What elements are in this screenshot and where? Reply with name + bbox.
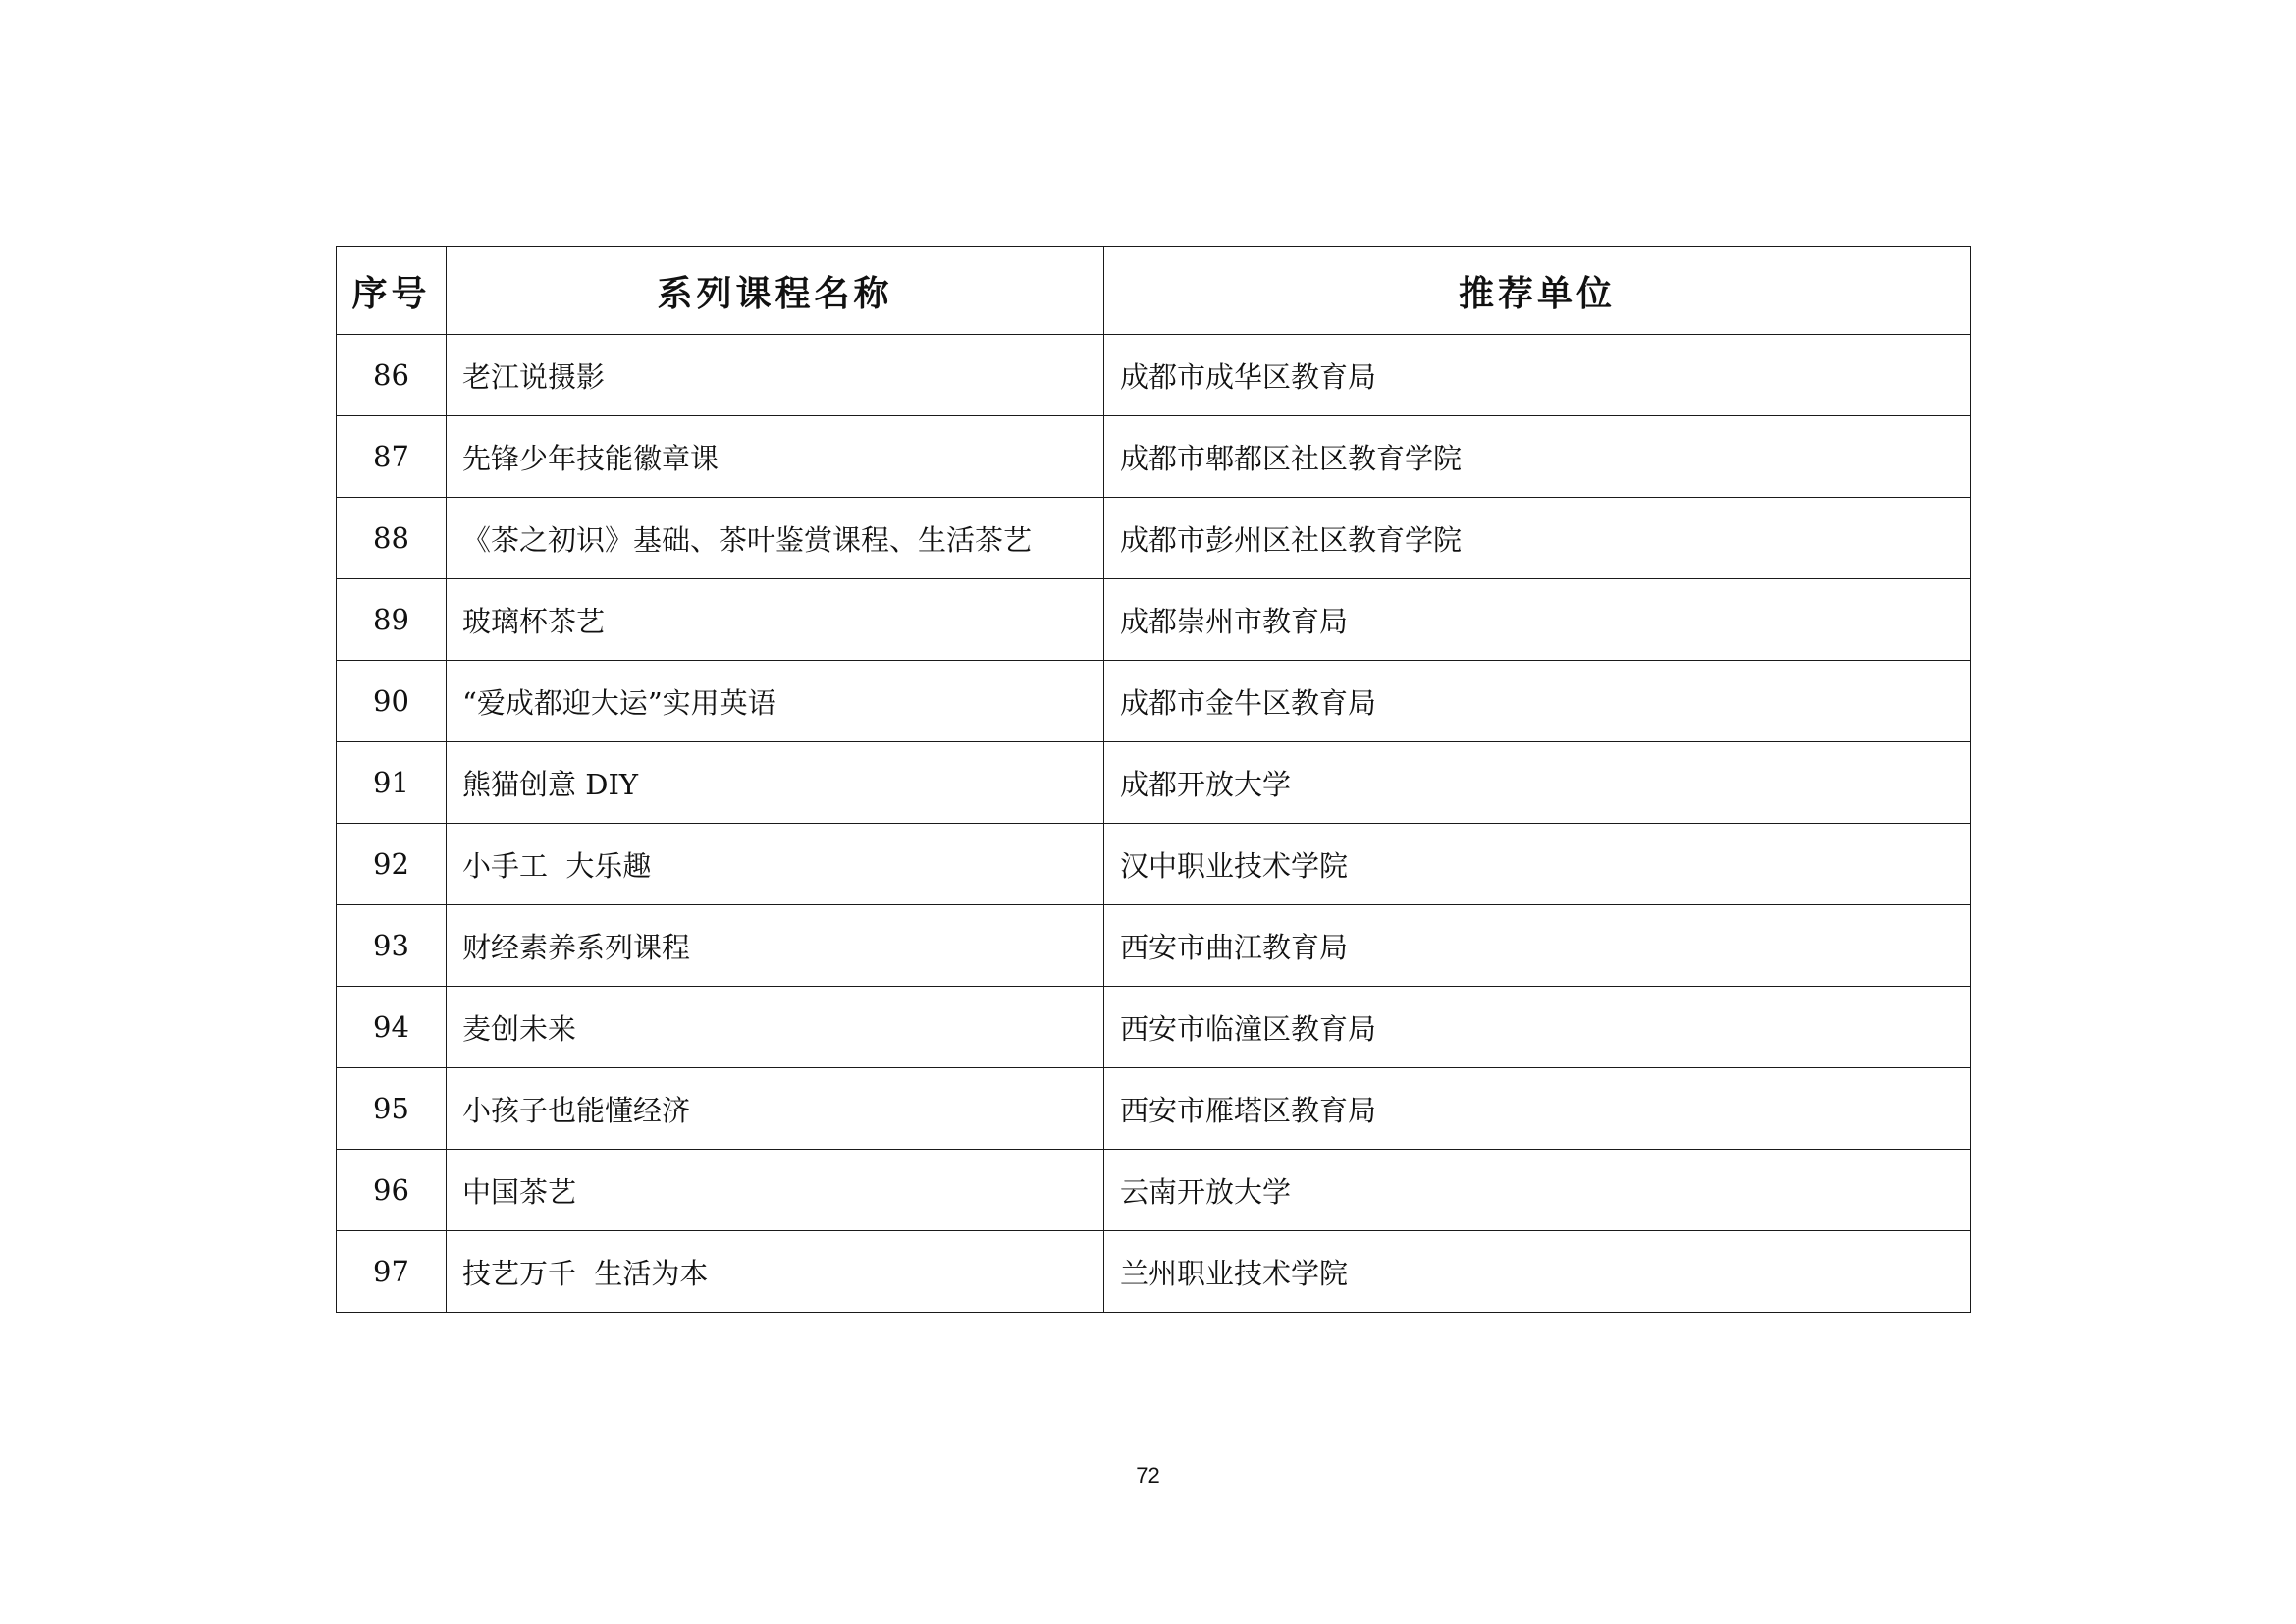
row-serial-number: 93 [337, 905, 447, 987]
row-course-name: 老江说摄影 [447, 335, 1104, 416]
header-recommending-unit: 推荐单位 [1104, 247, 1971, 335]
row-course-name: 先锋少年技能徽章课 [447, 416, 1104, 498]
row-course-name: 小手工 大乐趣 [447, 824, 1104, 905]
row-course-name: 麦创未来 [447, 987, 1104, 1068]
row-course-name: 《茶之初识》基础、茶叶鉴赏课程、生活茶艺 [447, 498, 1104, 579]
row-serial-number: 87 [337, 416, 447, 498]
table-row [337, 1231, 1971, 1313]
table-row [337, 498, 1971, 579]
row-course-name: 中国茶艺 [447, 1150, 1104, 1231]
row-serial-number: 91 [337, 742, 447, 824]
row-course-name: 熊猫创意 DIY [447, 742, 1104, 824]
row-course-name: 玻璃杯茶艺 [447, 579, 1104, 661]
row-recommending-unit: 成都市郫都区社区教育学院 [1104, 416, 1971, 498]
row-recommending-unit: 汉中职业技术学院 [1104, 824, 1971, 905]
table-row [337, 579, 1971, 661]
row-course-name: 技艺万千 生活为本 [447, 1231, 1104, 1313]
row-serial-number: 96 [337, 1150, 447, 1231]
table-row [337, 987, 1971, 1068]
table-row [337, 824, 1971, 905]
row-recommending-unit: 西安市雁塔区教育局 [1104, 1068, 1971, 1150]
row-serial-number: 89 [337, 579, 447, 661]
row-recommending-unit: 兰州职业技术学院 [1104, 1231, 1971, 1313]
header-row [337, 247, 1971, 335]
row-recommending-unit: 成都市金牛区教育局 [1104, 661, 1971, 742]
row-serial-number: 90 [337, 661, 447, 742]
course-table [336, 246, 1971, 1313]
table-row [337, 905, 1971, 987]
row-serial-number: 86 [337, 335, 447, 416]
row-serial-number: 92 [337, 824, 447, 905]
row-serial-number: 97 [337, 1231, 447, 1313]
row-course-name: 小孩子也能懂经济 [447, 1068, 1104, 1150]
row-recommending-unit: 成都市彭州区社区教育学院 [1104, 498, 1971, 579]
row-serial-number: 88 [337, 498, 447, 579]
row-serial-number: 95 [337, 1068, 447, 1150]
row-recommending-unit: 成都开放大学 [1104, 742, 1971, 824]
row-recommending-unit: 西安市临潼区教育局 [1104, 987, 1971, 1068]
table-row [337, 335, 1971, 416]
row-recommending-unit: 成都市成华区教育局 [1104, 335, 1971, 416]
row-recommending-unit: 西安市曲江教育局 [1104, 905, 1971, 987]
table-row [337, 1068, 1971, 1150]
row-recommending-unit: 云南开放大学 [1104, 1150, 1971, 1231]
row-course-name: 财经素养系列课程 [447, 905, 1104, 987]
table-row [337, 1150, 1971, 1231]
header-course-name: 系列课程名称 [447, 247, 1104, 335]
row-course-name: “爱成都迎大运”实用英语 [447, 661, 1104, 742]
table-row [337, 661, 1971, 742]
table-row [337, 416, 1971, 498]
page-number: 72 [1136, 1463, 1160, 1488]
header-serial-number: 序号 [337, 247, 447, 335]
row-recommending-unit: 成都崇州市教育局 [1104, 579, 1971, 661]
table-row [337, 742, 1971, 824]
row-serial-number: 94 [337, 987, 447, 1068]
